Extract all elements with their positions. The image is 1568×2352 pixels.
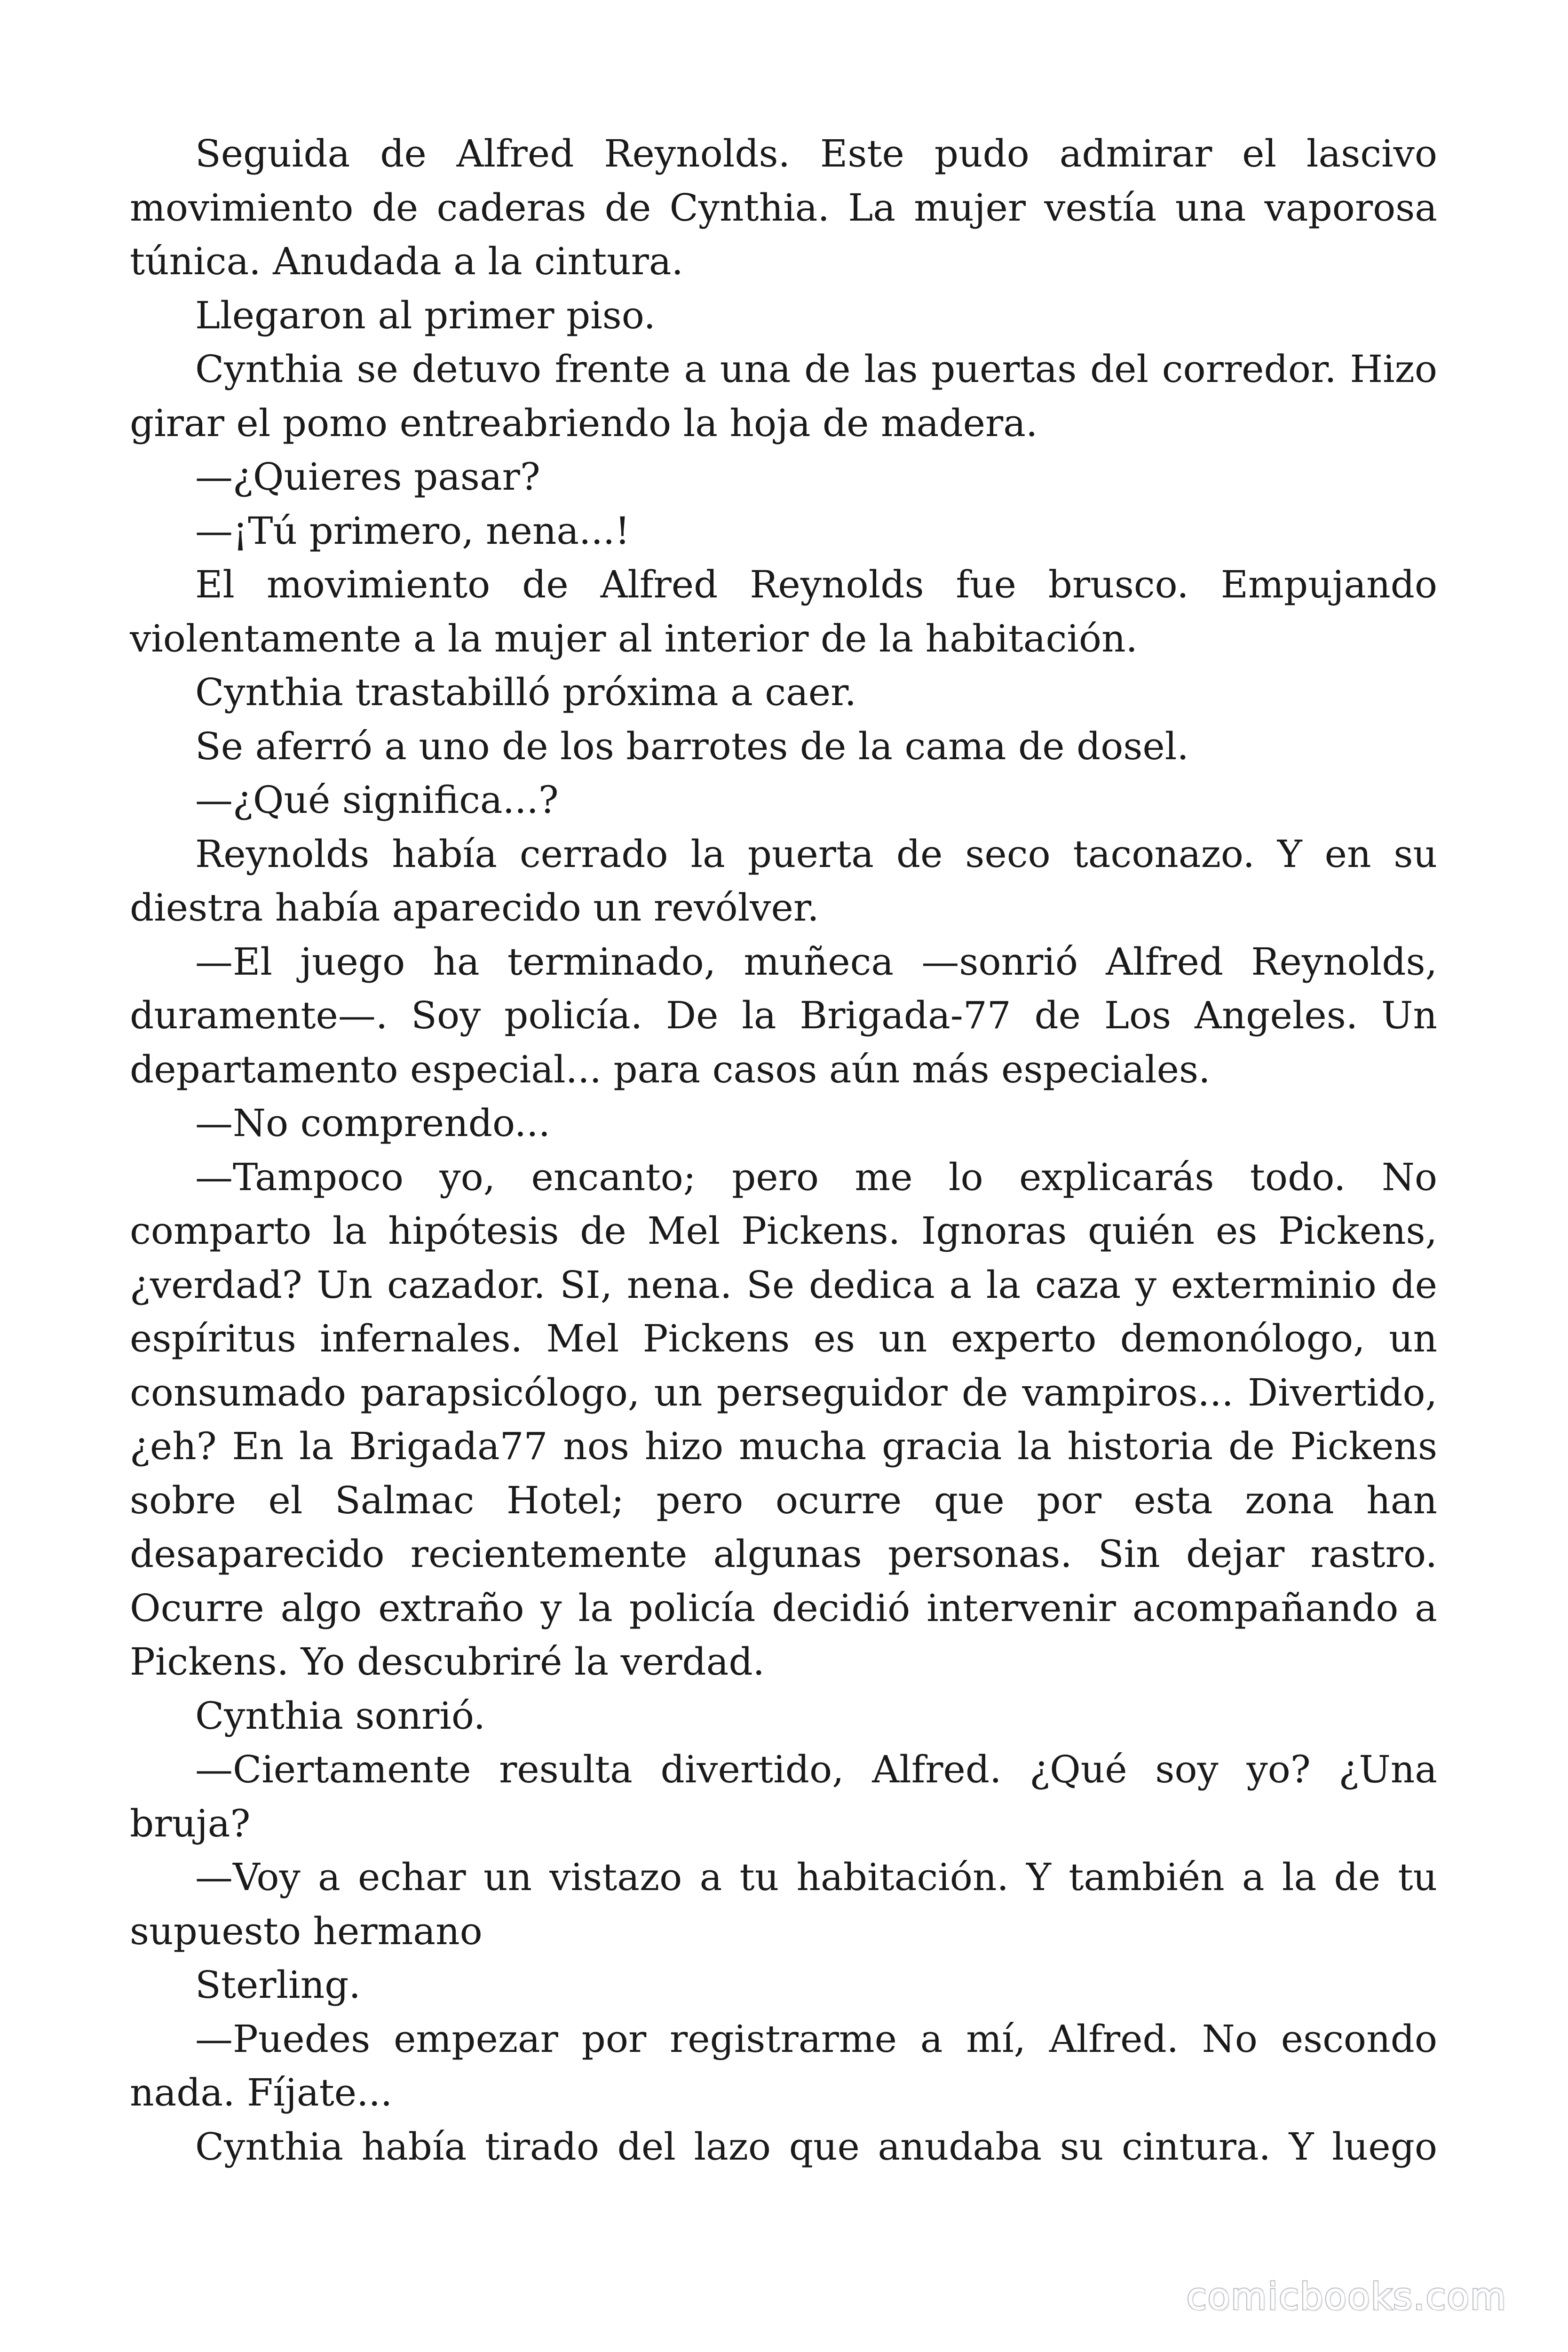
paragraph: —Puedes empezar por registrarme a mí, Alfred. No escondo nada. Fíjate...: [130, 2017, 1437, 2114]
watermark-text: comicbooks.com: [1186, 2276, 1507, 2318]
paragraph: —No comprendo...: [195, 1101, 550, 1145]
paragraph: —Ciertamente resulta divertido, Alfred. ¿Qué soy yo? ¿Una bruja?: [130, 1748, 1437, 1845]
paragraph: —Voy a echar un vistazo a tu habitación. Y también a la de tu supuesto hermano: [130, 1855, 1437, 1953]
paragraph: —El juego ha terminado, muñeca —sonrió Alfred Reynolds, duramente—. Soy policía. De la Brigada-77 de Los Angeles. Un departamento especial... para casos aún más especiales.: [130, 939, 1437, 1091]
paragraph: Cynthia trastabilló próxima a caer.: [195, 670, 857, 714]
paragraph: —¡Tú primero, nena...!: [195, 509, 630, 553]
paragraph: —¿Qué significa...?: [195, 778, 559, 822]
page-body: [130, 127, 1437, 2174]
paragraph: —Tampoco yo, encanto; pero me lo explicarás todo. No comparto la hipótesis de Mel Pickens. Ignoras quién es Pickens, ¿verdad? Un cazador. SI, nena. Se dedica a la caza y exterminio de espíritus infernales. Mel Pickens es un experto demonólogo, un consumado parapsicólogo, un perseguidor de vampiros... Divertido, ¿eh? En la Brigada77 nos hizo mucha gracia la historia de Pickens sobre el Salmac Hotel; pero ocurre que por esta zona han desaparecido recientemente algunas personas. Sin dejar rastro. Ocurre algo extraño y la policía decidió intervenir acompañando a Pickens. Yo descubriré la verdad.: [130, 1155, 1437, 1684]
paragraph: Se aferró a uno de los barrotes de la cama de dosel.: [195, 724, 1189, 768]
paragraph: —¿Quieres pasar?: [195, 455, 540, 499]
paragraph: Cynthia se detuvo frente a una de las puertas del corredor. Hizo girar el pomo entreabriendo la hoja de madera.: [130, 347, 1437, 445]
paragraph: Llegaron al primer piso.: [195, 293, 656, 337]
paragraph: Reynolds había cerrado la puerta de seco taconazo. Y en su diestra había aparecido un revólver.: [130, 832, 1437, 930]
paragraph: Seguida de Alfred Reynolds. Este pudo admirar el lascivo movimiento de caderas de Cynthia. La mujer vestía una vaporosa túnica. Anudada a la cintura.: [130, 132, 1437, 283]
paragraph: Cynthia sonrió.: [195, 1693, 486, 1738]
paragraph: El movimiento de Alfred Reynolds fue brusco. Empujando violentamente a la mujer al interior de la habitación.: [130, 563, 1437, 660]
paragraph: Cynthia había tirado del lazo que anudaba su cintura. Y luego: [195, 2124, 1437, 2169]
paragraph: Sterling.: [195, 1963, 361, 2007]
